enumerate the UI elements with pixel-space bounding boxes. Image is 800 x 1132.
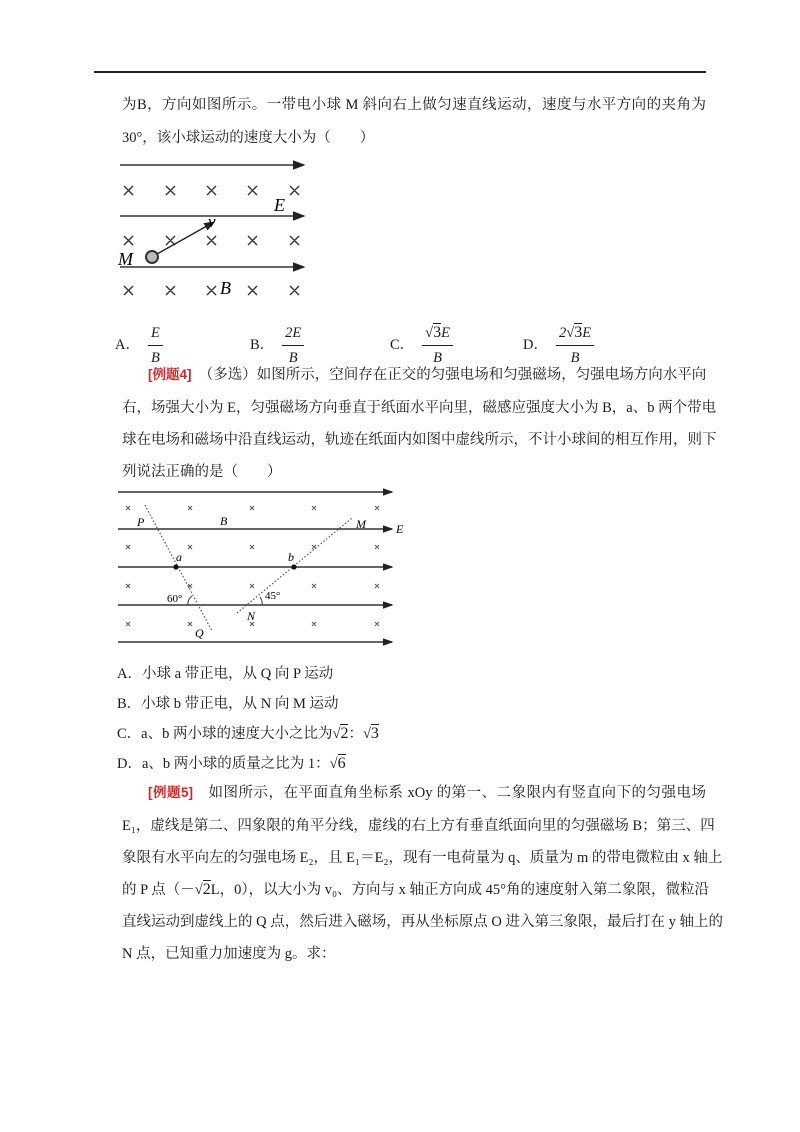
ex5-line-1-text: 如图所示，在平面直角坐标系 xOy 的第一、二象限内有竖直向下的匀强电场	[208, 785, 707, 801]
fraction	[422, 322, 453, 369]
ex5-line-6: N 点，已知重力加速度为 g。求：	[122, 946, 336, 962]
radicand: 6	[337, 755, 346, 772]
q3-option-d	[523, 322, 594, 369]
label-n: N	[247, 609, 256, 623]
header-rule	[94, 71, 706, 73]
radicand: 2	[340, 725, 349, 742]
fraction	[148, 322, 163, 369]
ex4-line-1-text: （多选）如图所示，空间存在正交的匀强电场和匀强磁场，匀强电场方向水平向	[206, 367, 707, 383]
ex5-line-3: 象限有水平向左的匀强电场 E₂，且 E₁＝E₂，现有一电荷量为 q、质量为 m 的带电微粒由 x 轴上	[122, 850, 723, 866]
ex5-line-5: 直线运动到虚线上的 Q 点，然后进入磁场，再从坐标原点 O 进入第三象限，最后打在 y 轴上的	[122, 914, 723, 930]
numerator-tail: E	[582, 325, 592, 341]
denominator: B	[150, 350, 160, 366]
text: 的 P 点（－	[122, 882, 195, 898]
radicand: 3	[370, 725, 379, 742]
fraction	[282, 322, 304, 369]
radicand: 3	[574, 324, 583, 341]
angle-arc-60	[188, 596, 192, 605]
ball-a	[173, 564, 178, 569]
numerator: 2E	[282, 322, 304, 346]
label-e: E	[396, 522, 404, 536]
option-label: B．	[250, 336, 275, 353]
ex4-line-2: 右，场强大小为 E，匀强磁场方向垂直于纸面水平向里，磁感应强度大小为 B，a、b 两个带电	[122, 400, 717, 416]
ex4-figure	[112, 485, 412, 650]
ex4-line-1	[148, 365, 706, 385]
q3-option-a	[115, 322, 163, 369]
radicand: 3	[433, 324, 442, 341]
label-angle-60: 60°	[167, 593, 183, 605]
label-b: b	[288, 550, 294, 564]
ex4-line-4: 列说法正确的是（ ）	[122, 464, 282, 480]
option-label: C．	[390, 336, 415, 353]
example-tag: [例题4]	[148, 367, 192, 382]
label-q: Q	[195, 626, 204, 640]
trajectory-a	[145, 505, 212, 631]
q3-option-b	[250, 322, 304, 369]
q3-text-line-2: 30°，该小球运动的速度大小为（ ）	[122, 130, 375, 146]
denominator: B	[288, 350, 298, 366]
coefficient: 2	[558, 325, 567, 341]
text: L，0），以大小为 v₀、方向与 x 轴正方向成 45°角的速度射入第二象限，微粒沿	[210, 882, 709, 898]
option-label: D．	[523, 336, 548, 353]
numerator: 2√3E	[556, 322, 594, 346]
label-v: v	[208, 212, 216, 231]
q3-figure	[112, 155, 312, 305]
q3-option-c	[390, 322, 453, 369]
denominator: B	[433, 350, 443, 366]
ex4-option-c: C．a、b 两小球的速度大小之比为√2：√3	[117, 725, 379, 742]
ratio-separator: ：	[348, 726, 363, 742]
magnetic-field-crosses	[124, 186, 299, 295]
label-p: P	[137, 515, 145, 529]
label-m: M	[118, 249, 133, 269]
ball-b	[291, 564, 296, 569]
label-angle-45: 45°	[265, 590, 281, 602]
option-text: C．a、b 两小球的速度大小之比为	[117, 726, 333, 742]
ex4-option-b: B．小球 b 带正电，从 N 向 M 运动	[117, 696, 339, 712]
label-b-field: B	[220, 514, 228, 528]
option-text: D．a、b 两小球的质量之比为 1：	[117, 756, 330, 772]
numerator: E	[148, 322, 163, 346]
ex5-line-4: 的 P 点（－√2L，0），以大小为 v₀、方向与 x 轴正方向成 45°角的速度射入第二象限，微粒沿	[122, 881, 709, 898]
ex5-line-1	[148, 783, 706, 803]
numerator: √3E	[422, 322, 453, 346]
option-label: A．	[115, 336, 140, 353]
label-a: a	[176, 550, 182, 564]
ex4-line-3: 球在电场和磁场中沿直线运动，轨迹在纸面内如图中虚线所示，不计小球间的相互作用，则下	[122, 432, 717, 448]
numerator-tail: E	[441, 325, 450, 341]
denominator: B	[570, 350, 580, 366]
ex5-line-2: E₁，虚线是第二、四象限的角平分线，虚线的右上方有垂直纸面向里的匀强磁场 B；第三、四	[122, 818, 715, 834]
radicand: 2	[202, 881, 211, 898]
label-m: M	[356, 517, 366, 531]
velocity-arrow	[157, 222, 214, 254]
ball-m	[146, 251, 158, 263]
label-b: B	[220, 278, 231, 298]
example-tag: [例题5]	[148, 785, 193, 800]
label-e: E	[274, 195, 285, 215]
fraction	[556, 322, 594, 369]
angle-arc-45	[260, 597, 262, 605]
q3-text-line-1: 为B，方向如图所示。一带电小球 M 斜向右上做匀速直线运动，速度与水平方向的夹角为	[122, 97, 706, 113]
ex4-option-a: A．小球 a 带正电，从 Q 向 P 运动	[117, 666, 334, 682]
magnetic-field-crosses	[126, 506, 379, 626]
ex4-option-d: D．a、b 两小球的质量之比为 1：√6	[117, 755, 346, 772]
